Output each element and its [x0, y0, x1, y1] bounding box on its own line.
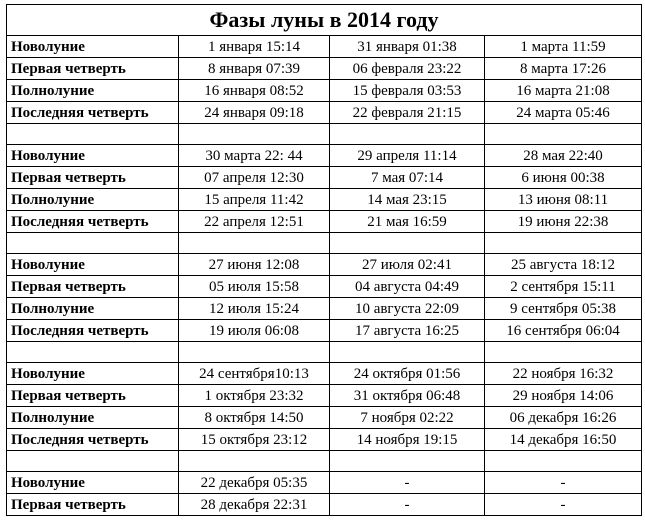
phase-date-cell: 21 мая 16:59: [330, 211, 485, 233]
empty-cell: [330, 124, 485, 145]
phase-date-cell: 24 марта 05:46: [485, 102, 642, 124]
phase-label: Новолуние: [7, 36, 179, 58]
block-separator-row: [7, 124, 642, 145]
phase-date-cell: 12 июля 15:24: [179, 298, 330, 320]
phase-date-cell: 8 марта 17:26: [485, 58, 642, 80]
phase-date-cell: 16 марта 21:08: [485, 80, 642, 102]
phase-label: Полнолуние: [7, 80, 179, 102]
phase-date-cell: 28 декабря 22:31: [179, 494, 330, 516]
phase-date-cell: 29 ноября 14:06: [485, 385, 642, 407]
empty-cell: [179, 124, 330, 145]
empty-cell: [485, 451, 642, 472]
phase-date-cell: 15 октября 23:12: [179, 429, 330, 451]
phase-date-cell: 10 августа 22:09: [330, 298, 485, 320]
table-row: [7, 494, 642, 516]
phase-date-cell: 30 марта 22: 44: [179, 145, 330, 167]
empty-cell: [485, 342, 642, 363]
phase-date-cell: 1 января 15:14: [179, 36, 330, 58]
phase-date-cell: 2 сентября 15:11: [485, 276, 642, 298]
phase-date-cell: 24 января 09:18: [179, 102, 330, 124]
empty-cell: [179, 451, 330, 472]
phase-date-cell: 14 мая 23:15: [330, 189, 485, 211]
table-row: [7, 167, 642, 189]
table-row: [7, 363, 642, 385]
phase-date-cell: 6 июня 00:38: [485, 167, 642, 189]
phase-label: Последняя четверть: [7, 102, 179, 124]
phase-date-cell: -: [330, 494, 485, 516]
phase-date-cell: 17 августа 16:25: [330, 320, 485, 342]
phase-date-cell: -: [485, 494, 642, 516]
empty-cell: [7, 233, 179, 254]
phase-date-cell: 07 апреля 12:30: [179, 167, 330, 189]
table-row: [7, 58, 642, 80]
empty-cell: [330, 451, 485, 472]
empty-cell: [7, 342, 179, 363]
empty-cell: [179, 233, 330, 254]
empty-cell: [330, 342, 485, 363]
phase-date-cell: 7 ноября 02:22: [330, 407, 485, 429]
phase-label: Первая четверть: [7, 276, 179, 298]
phase-date-cell: 22 февраля 21:15: [330, 102, 485, 124]
phase-date-cell: 06 декабря 16:26: [485, 407, 642, 429]
phase-date-cell: 27 июля 02:41: [330, 254, 485, 276]
phase-date-cell: 19 июня 22:38: [485, 211, 642, 233]
page-title: Фазы луны в 2014 году: [7, 5, 642, 36]
phase-date-cell: 14 декабря 16:50: [485, 429, 642, 451]
phase-date-cell: 24 октября 01:56: [330, 363, 485, 385]
table-row: [7, 211, 642, 233]
phase-date-cell: 8 октября 14:50: [179, 407, 330, 429]
phase-date-cell: 24 сентября10:13: [179, 363, 330, 385]
phase-date-cell: 28 мая 22:40: [485, 145, 642, 167]
block-separator-row: [7, 451, 642, 472]
table-row: [7, 102, 642, 124]
phase-label: Новолуние: [7, 363, 179, 385]
phase-date-cell: 19 июля 06:08: [179, 320, 330, 342]
table-row: [7, 385, 642, 407]
phase-label: Первая четверть: [7, 58, 179, 80]
phase-date-cell: 31 января 01:38: [330, 36, 485, 58]
phase-date-cell: 22 ноября 16:32: [485, 363, 642, 385]
empty-cell: [7, 124, 179, 145]
phase-date-cell: 14 ноября 19:15: [330, 429, 485, 451]
phase-date-cell: 16 сентября 06:04: [485, 320, 642, 342]
empty-cell: [485, 124, 642, 145]
block-separator-row: [7, 342, 642, 363]
table-row: [7, 145, 642, 167]
phase-date-cell: 29 апреля 11:14: [330, 145, 485, 167]
phase-label: Последняя четверть: [7, 211, 179, 233]
moon-phases-table: [6, 4, 642, 516]
phase-label: Новолуние: [7, 254, 179, 276]
phase-date-cell: 22 апреля 12:51: [179, 211, 330, 233]
table-row: [7, 189, 642, 211]
empty-cell: [7, 451, 179, 472]
table-row: [7, 254, 642, 276]
phase-label: Полнолуние: [7, 189, 179, 211]
phase-date-cell: 13 июня 08:11: [485, 189, 642, 211]
phase-label: Последняя четверть: [7, 429, 179, 451]
table-title-row: [7, 5, 642, 36]
phase-date-cell: 8 января 07:39: [179, 58, 330, 80]
phase-date-cell: 7 мая 07:14: [330, 167, 485, 189]
phase-date-cell: 05 июля 15:58: [179, 276, 330, 298]
phase-date-cell: 1 марта 11:59: [485, 36, 642, 58]
block-separator-row: [7, 233, 642, 254]
table-row: [7, 407, 642, 429]
table-row: [7, 36, 642, 58]
phase-label: Новолуние: [7, 145, 179, 167]
phase-date-cell: 16 января 08:52: [179, 80, 330, 102]
phase-label: Первая четверть: [7, 385, 179, 407]
phase-label: Последняя четверть: [7, 320, 179, 342]
phase-date-cell: 1 октября 23:32: [179, 385, 330, 407]
phase-date-cell: 9 сентября 05:38: [485, 298, 642, 320]
table-row: [7, 298, 642, 320]
phase-date-cell: -: [330, 472, 485, 494]
phase-label: Полнолуние: [7, 407, 179, 429]
phase-date-cell: 27 июня 12:08: [179, 254, 330, 276]
table-row: [7, 429, 642, 451]
empty-cell: [330, 233, 485, 254]
table-row: [7, 320, 642, 342]
table-row: [7, 276, 642, 298]
phase-date-cell: 22 декабря 05:35: [179, 472, 330, 494]
phase-label: Первая четверть: [7, 494, 179, 516]
phase-date-cell: 15 апреля 11:42: [179, 189, 330, 211]
phase-date-cell: 06 февраля 23:22: [330, 58, 485, 80]
phase-date-cell: -: [485, 472, 642, 494]
table-row: [7, 472, 642, 494]
phase-date-cell: 04 августа 04:49: [330, 276, 485, 298]
phase-label: Новолуние: [7, 472, 179, 494]
phase-date-cell: 25 августа 18:12: [485, 254, 642, 276]
phase-label: Первая четверть: [7, 167, 179, 189]
phase-label: Полнолуние: [7, 298, 179, 320]
phase-date-cell: 31 октября 06:48: [330, 385, 485, 407]
empty-cell: [179, 342, 330, 363]
phase-date-cell: 15 февраля 03:53: [330, 80, 485, 102]
table-row: [7, 80, 642, 102]
empty-cell: [485, 233, 642, 254]
